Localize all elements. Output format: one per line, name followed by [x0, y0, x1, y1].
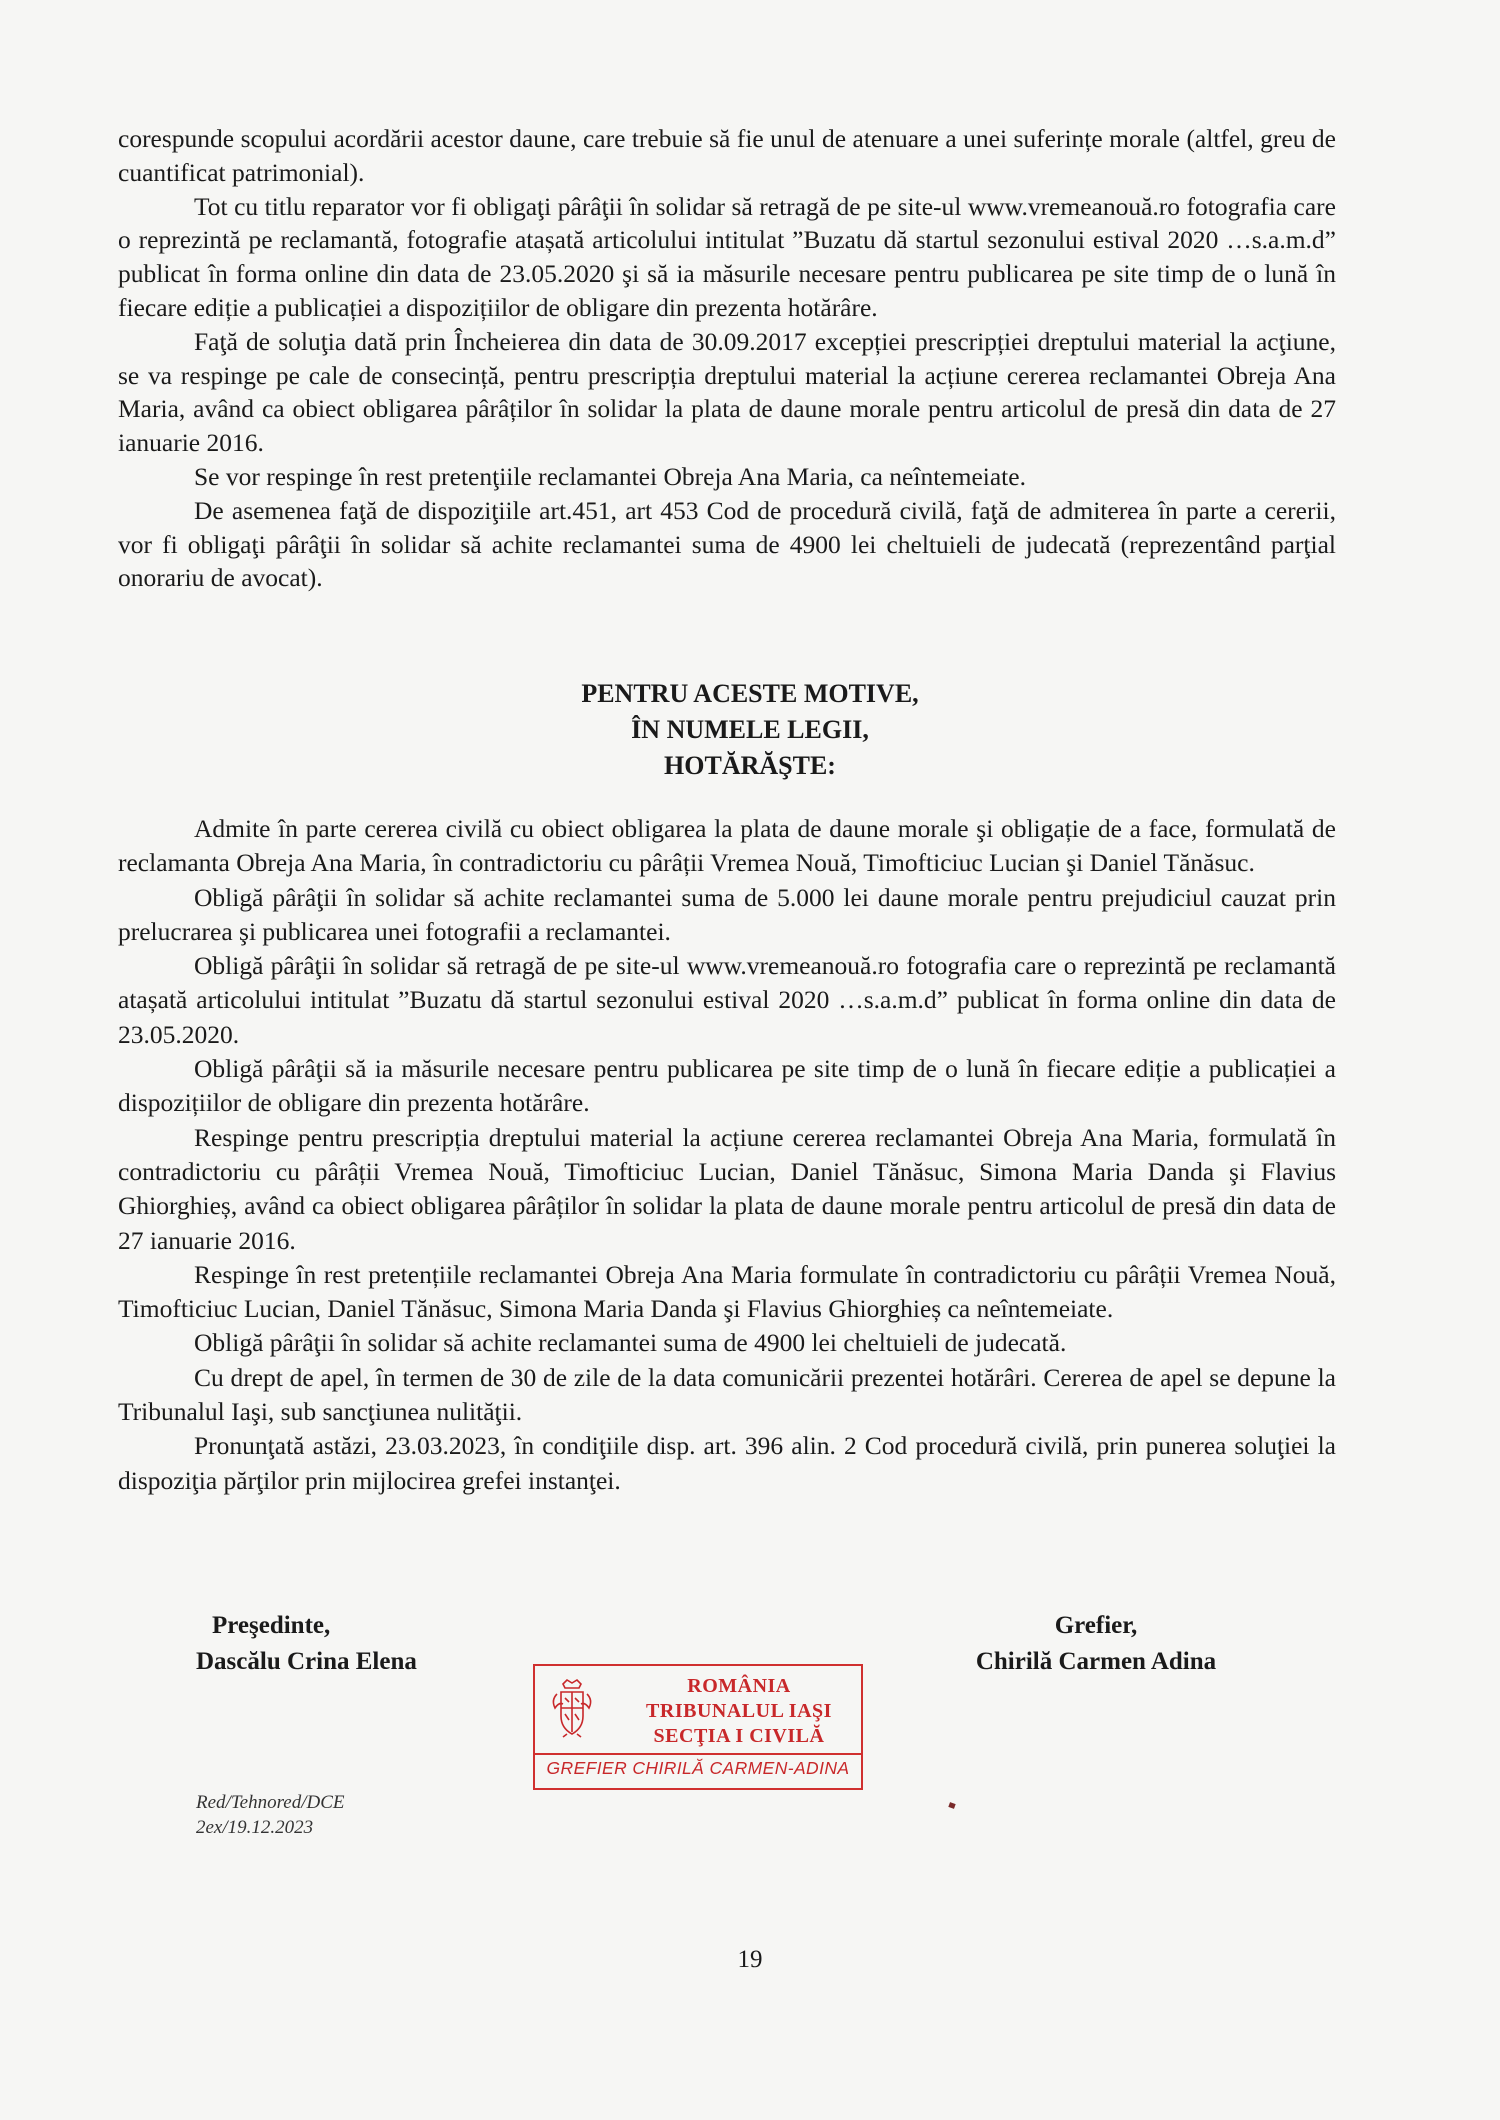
stamp-clerk: GREFIER CHIRILĂ CARMEN-ADINA: [546, 1758, 850, 1778]
paragraph: Se vor respinge în rest pretenţiile reclamantei Obreja Ana Maria, ca neîntemeiate.: [194, 461, 1026, 491]
clerk-signature-block: [916, 1608, 1276, 1680]
paragraph: Faţă de soluţia dată prin Încheierea din data de 30.09.2017 excepției prescripției dreptului material la acţiune, se va respinge pe cale de consecință, pentru prescripția dreptului material la acțiune cererea reclamantei Obreja Ana Maria, având ca obiect obligarea pârâților în solidar la plata de daune morale pentru articolul de presă din data de 27 ianuarie 2016.: [118, 326, 1336, 458]
heading-line: ÎN NUMELE LEGII,: [631, 715, 869, 744]
decision-section: [118, 812, 1336, 1498]
stamp-section: SECŢIA I CIVILĂ: [653, 1725, 825, 1747]
president-title: Preşedinte,: [212, 1612, 331, 1639]
stamp-divider: [535, 1753, 861, 1755]
president-signature-block: [196, 1608, 516, 1680]
drafting-note-line: 2ex/19.12.2023: [196, 1817, 314, 1838]
clerk-title: Grefier,: [1054, 1612, 1138, 1639]
stamp-country: ROMÂNIA: [687, 1675, 791, 1697]
heading-line: HOTĂRĂŞTE:: [664, 751, 836, 780]
president-name: Dascălu Crina Elena: [196, 1648, 417, 1675]
decision-paragraph: Obligă pârâţii în solidar să retragă de pe site-ul www.vremeanouă.ro fotografia care o reprezintă pe reclamantă atașată articolului intitulat ”Buzatu dă startul sezonului estival 2020 …s.a.m.d” publicat în forma online din data de 23.05.2020.: [118, 951, 1336, 1049]
decision-paragraph: Admite în parte cererea civilă cu obiect obligarea la plata de daune morale şi obligație de a face, formulată de reclamanta Obreja Ana Maria, în contradictoriu cu pârâții Vremea Nouă, Timofticiuc Lucian şi Daniel Tănăsuc.: [118, 814, 1336, 878]
decision-paragraph: Obligă pârâţii în solidar să achite reclamantei suma de 5.000 lei daune morale pentru prejudiciul cauzat prin prelucrarea şi publicarea unei fotografii a reclamantei.: [118, 882, 1336, 946]
decision-paragraph: Obligă pârâţii să ia măsurile necesare pentru publicarea pe site timp de o lună în fiecare ediție a publicației a dispozițiilor de obligare din prezenta hotărâre.: [118, 1054, 1336, 1118]
paragraph: corespunde scopului acordării acestor daune, care trebuie să fie unul de atenuare a unei suferințe morale (altfel, greu de cuantificat patrimonial).: [118, 124, 1336, 187]
reasoning-section: [118, 122, 1336, 595]
paragraph: Tot cu titlu reparator vor fi obligaţi pârâţii în solidar să retragă de pe site-ul www.vremeanouă.ro fotografia care o reprezintă pe reclamantă, fotografie atașată articolului intitulat ”Buzatu dă startul sezonului estival 2020 …s.a.m.d” publicat în forma online din data de 23.05.2020 şi să ia măsurile necesare pentru publicarea pe site timp de o lună în fiecare ediție a publicației a dispozițiilor de obligare din prezenta hotărâre.: [118, 191, 1336, 322]
stamp-text: [625, 1674, 853, 1749]
ink-mark: [948, 1802, 955, 1809]
drafting-note-line: Red/Tehnored/DCE: [196, 1792, 345, 1813]
clerk-name: Chirilă Carmen Adina: [975, 1648, 1217, 1675]
decision-paragraph: Pronunţată astăzi, 23.03.2023, în condiţiile disp. art. 396 alin. 2 Cod procedură civilă, prin punerea soluţiei la dispoziţia părţilor prin mijlocirea grefei instanţei.: [118, 1431, 1336, 1495]
drafting-note: [196, 1790, 344, 1840]
decision-paragraph: Cu drept de apel, în termen de 30 de zile de la data comunicării prezentei hotărâri. Cererea de apel se depune la Tribunalul Iaşi, sub sancţiunea nulităţii.: [118, 1362, 1336, 1427]
decision-paragraph: Respinge pentru prescripția dreptului material la acțiune cererea reclamantei Obreja Ana Maria, formulată în contradictoriu cu pârâții Vremea Nouă, Timofticiuc Lucian, Daniel Tănăsuc, Simona Maria Danda şi Flavius Ghiorghieș, având ca obiect obligarea pârâților în solidar la plata de daune morale pentru articolul de presă din data de 27 ianuarie 2016.: [118, 1122, 1336, 1255]
heading-line: PENTRU ACESTE MOTIVE,: [581, 679, 919, 708]
court-stamp: [533, 1664, 863, 1790]
stamp-court: TRIBUNALUL IAŞI: [646, 1700, 832, 1722]
paragraph: De asemenea faţă de dispoziţiile art.451, art 453 Cod de procedură civilă, faţă de admiterea în parte a cererii, vor fi obligaţi pârâţii în solidar să achite reclamantei suma de 4900 lei cheltuieli de judecată (reprezentând parţial onorariu de avocat).: [118, 495, 1336, 593]
ruling-heading: [0, 676, 1500, 784]
coat-of-arms-icon: [549, 1678, 595, 1738]
decision-paragraph: Respinge în rest pretențiile reclamantei Obreja Ana Maria formulate în contradictoriu cu pârâții Vremea Nouă, Timofticiuc Lucian, Daniel Tănăsuc, Simona Maria Danda şi Flavius Ghiorghieș ca neîntemeiate.: [118, 1259, 1336, 1324]
decision-paragraph: Obligă pârâţii în solidar să achite reclamantei suma de 4900 lei cheltuieli de judecată.: [194, 1328, 1067, 1358]
page-number: 19: [737, 1946, 763, 1973]
